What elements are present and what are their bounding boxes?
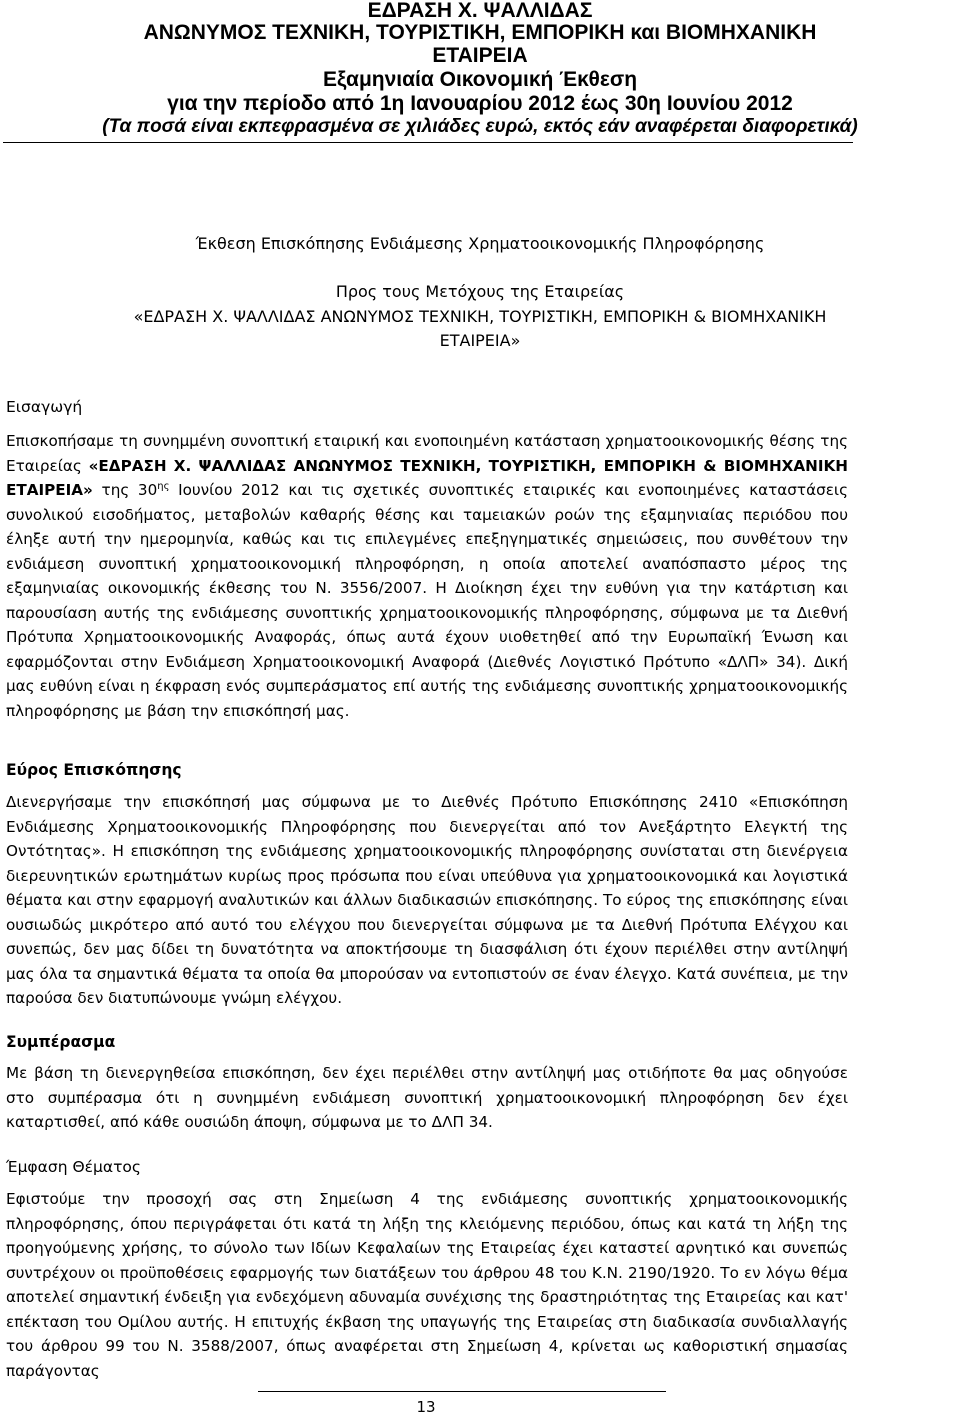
introduction-company-name: «ΕΔΡΑΣΗ Χ. ΨΑΛΛΙΔΑΣ ΑΝΩΝΥΜΟΣ ΤΕΧΝΙΚΗ, ΤΟΥΡΙΣΤΙΚΗ, ΕΜΠΟΡΙΚΗ & ΒΙΟΜΗΧΑΝΙΚΗ ΕΤΑΙΡΕΙΑ»	[6, 456, 848, 499]
introduction-text-3: Ιουνίου 2012 και τις σχετικές συνοπτικές εταιρικές και ενοποιημένες καταστάσεις συνολικού εισοδήματος, μεταβολών καθαρής θέσης και ταμειακών ροών της εξαμηνιαίας περιόδου που έληξε αυτή την ημερομηνία, καθώς και τις επιλεγμένες επεξηγηματικές σημειώσεις, που συνθέτουν την ενδιάμεση συνοπτική χρηματοοικονομική πληροφόρηση, η οποία αποτελεί αναπόσπαστο μέρος της εξαμηνιαίας οικονομικής έκθεσης του Ν. 3556/2007. Η Διοίκηση έχει την ευθύνη για την κατάρτιση και παρουσίαση αυτής της ενδιάμεσης συνοπτικής χρηματοοικονομικής πληροφόρησης, σύμφωνα με τα Διεθνή Πρότυπα Χρηματοοικονομικής Αναφοράς, όπως αυτά έχουν υιοθετηθεί από την Ευρωπαϊκή Ένωση και εφαρμόζονται στην Ενδιάμεση Χρηματοοικονομική Αναφορά (Διεθνές Λογιστικό Πρότυπο «ΔΛΠ» 34). Δική μας ευθύνη είναι η έκφραση ενός συμπεράσματος επί αυτής της ενδιάμεσης συνοπτικής χρηματοοικονομικής πληροφόρησης με βάση την επισκόπησή μας.	[6, 481, 848, 720]
introduction-ordinal-suffix: ης	[157, 480, 170, 492]
report-title: Έκθεση Επισκόπησης Ενδιάμεσης Χρηματοοικονομικής Πληροφόρησης	[195, 234, 765, 253]
header-report-title: Εξαμηνιαία Οικονομική Έκθεση	[322, 68, 638, 91]
scope-paragraph: Διενεργήσαμε την επισκόπησή μας σύμφωνα με το Διεθνές Πρότυπο Επισκόπησης 2410 «Επισκόπηση Ενδιάμεσης Χρηματοοικονομικής Πληροφόρησης που διενεργείται από τον Ανεξάρτητο Ελεγκτή της Οντότητας». Η επισκόπηση της ενδιάμεσης χρηματοοικονομικής πληροφόρησης συνίσταται στη διενέργεια διερευνητικών ερωτημάτων κυρίως προς πρόσωπα που είναι υπεύθυνα για χρηματοοικονομικά και λογιστικά θέματα και στην εφαρμογή αναλυτικών και άλλων διαδικασιών επισκόπησης. Το εύρος της επισκόπησης είναι ουσιωδώς μικρότερο από αυτό του ελέγχου που διενεργείται σύμφωνα με τα Διεθνή Πρότυπα Ελέγχου και συνεπώς, δεν μας δίδει τη δυνατότητα να αποκτήσουμε τη διασφάλιση ότι έχουν περιέλθει στην αντίληψή μας όλα τα σημαντικά θέματα τα οποία θα μπορούσαν να εντοπιστούν σε έναν έλεγχο. Κατά συνέπεια, με την παρούσα δεν διατυπώνουμε γνώμη ελέγχου.	[6, 793, 848, 1007]
header-company-line1: ΕΔΡΑΣΗ Χ. ΨΑΛΛΙΔΑΣ	[367, 0, 593, 22]
introduction-heading: Εισαγωγή	[6, 398, 83, 416]
header-company-line2: ΑΝΩΝΥΜΟΣ ΤΕΧΝΙΚΗ, ΤΟΥΡΙΣΤΙΚΗ, ΕΜΠΟΡΙΚΗ και ΒΙΟΜΗΧΑΝΙΚΗ	[143, 21, 817, 44]
header-amounts-note: (Τα ποσά είναι εκπεφρασμένα σε χιλιάδες ευρώ, εκτός εάν αναφέρεται διαφορετικά)	[102, 116, 858, 137]
report-addressee: Προς τους Μετόχους της Εταιρείας	[335, 282, 625, 301]
report-company-line1: «ΕΔΡΑΣΗ Χ. ΨΑΛΛΙΔΑΣ ΑΝΩΝΥΜΟΣ ΤΕΧΝΙΚΗ, ΤΟΥΡΙΣΤΙΚΗ, ΕΜΠΟΡΙΚΗ & ΒΙΟΜΗΧΑΝΙΚΗ	[133, 307, 827, 326]
emphasis-paragraph: Εφιστούμε την προσοχή σας στη Σημείωση 4 της ενδιάμεσης συνοπτικής χρηματοοικονομικής πληροφόρησης, όπου περιγράφεται ότι κατά τη λήξη της κλειόμενης περιόδου, όπως και κατά τη λήξη της προηγούμενης χρήσης, το σύνολο των Ιδίων Κεφαλαίων της Εταιρείας έχει καταστεί αρνητικό και συνεπώς συντρέχουν οι προϋποθέσεις εφαρμογής των διατάξεων του άρθρου 48 του Κ.Ν. 2190/1920. Το εν λόγω θέμα αποτελεί σημαντική ένδειξη για ενδεχόμενη αδυναμία συνέχισης της δραστηριότητας της Εταιρείας και κατ' επέκταση του Ομίλου αυτής. Η επιτυχής έκβαση της υπαγωγής της Εταιρείας στη διαδικασία συνδιαλλαγής του άρθρου 99 του Ν. 3588/2007, όπως αναφέρεται στη Σημείωση 4, κρίνεται ως καθοριστική σημασίας παράγοντας	[6, 1190, 848, 1380]
scope-heading: Εύρος Επισκόπησης	[6, 761, 182, 779]
report-company-line2: ΕΤΑΙΡΕΙΑ»	[439, 331, 521, 350]
header-period: για την περίοδο από 1η Ιανουαρίου 2012 έως 30η Ιουνίου 2012	[167, 92, 793, 115]
emphasis-heading: Έμφαση Θέματος	[6, 1158, 142, 1176]
page-number: 13	[416, 1398, 436, 1416]
header-divider	[3, 142, 853, 143]
header-company-line3: ΕΤΑΙΡΕΙΑ	[432, 44, 528, 67]
conclusion-heading: Συμπέρασμα	[6, 1033, 116, 1051]
footer-divider	[258, 1391, 666, 1392]
introduction-paragraph	[6, 429, 848, 723]
conclusion-paragraph: Με βάση τη διενεργηθείσα επισκόπηση, δεν έχει περιέλθει στην αντίληψή μας οτιδήποτε θα μας οδηγούσε στο συμπέρασμα ότι η συνημμένη ενδιάμεση συνοπτική χρηματοοικονομική πληροφόρηση δεν έχει καταρτισθεί, από κάθε ουσιώδη άποψη, σύμφωνα με το ΔΛΠ 34.	[6, 1064, 848, 1131]
introduction-text-1: Επισκοπήσαμε τη συνημμένη συνοπτική εταιρική και ενοποιημένη κατάσταση χρηματοοικονομικής θέσης της Εταιρείας	[6, 432, 848, 475]
introduction-text-2: της 30	[92, 481, 158, 499]
